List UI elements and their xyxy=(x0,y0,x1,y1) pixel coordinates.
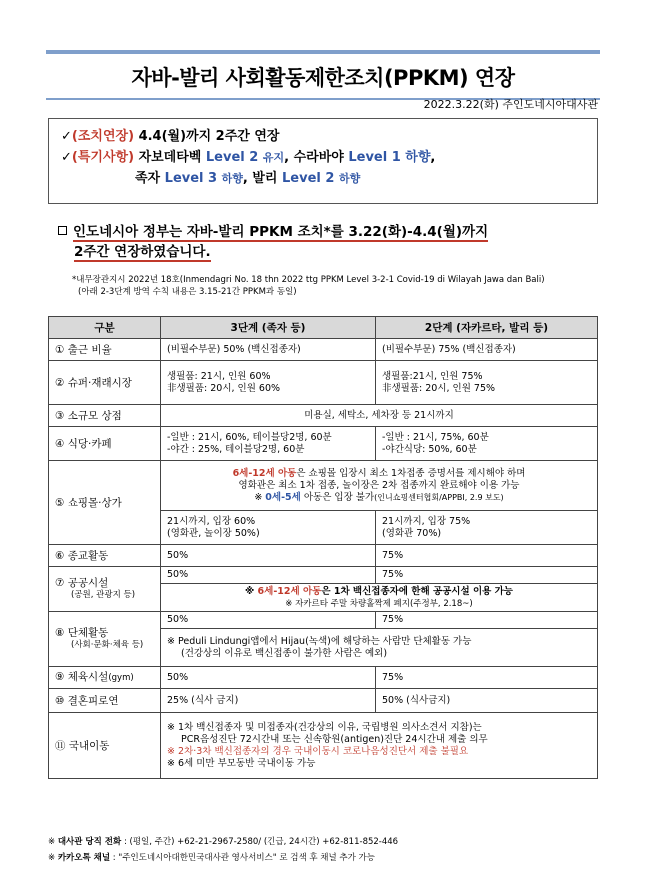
cell-line: 영화관은 최소 1차 접종, 놀이장은 2차 접종까지 완료해야 이용 가능 xyxy=(238,479,520,491)
table-row xyxy=(49,461,598,511)
cell-level3: 50% xyxy=(161,612,376,629)
header-category: 구분 xyxy=(49,317,161,339)
footnote xyxy=(72,274,612,298)
row-category: ③ 소규모 상점 xyxy=(49,405,161,427)
summary-level: Level 2 xyxy=(282,171,335,186)
cell-line: -야간 : 25%, 테이블당2명, 60분 xyxy=(167,443,305,455)
note-text: ※ xyxy=(254,491,266,503)
table-row xyxy=(49,667,598,689)
header-level3: 3단계 (족자 등) xyxy=(161,317,376,339)
table-row xyxy=(49,339,598,361)
highlight-text: 0세-5세 xyxy=(265,491,301,503)
page-title: 자바-발리 사회활동제한조치(PPKM) 연장 xyxy=(131,66,515,90)
summary-line-2: ✓(특기사항) 자보데타벡 Level 2 유지, 수라바야 Level 1 하향, xyxy=(61,150,436,165)
category-sub: (사회·문화·체육 등) xyxy=(71,640,144,650)
category-sub: (gym) xyxy=(108,673,134,683)
note-text: 아동은 입장 불가 xyxy=(300,491,375,503)
cell-line: ※ 1차 백신접종자 및 미접종자(건강상의 이유, 국립병원 의사소견서 지참)는 xyxy=(167,721,482,733)
cell-line: ※ 2차·3차 백신접종자의 경우 국내이동시 코로나음성진단서 제출 불필요 xyxy=(167,745,469,757)
cell-level2: 75% xyxy=(376,545,598,567)
summary-text: 족자 xyxy=(135,171,161,186)
summary-text: , xyxy=(430,150,436,165)
lead-line-1: 인도네시아 정부는 자바-발리 PPKM 조치*를 3.22(화)-4.4(월)까지 xyxy=(73,224,489,240)
cell-line: PCR음성진단 72시간내 또는 신속항원(antigen)진단 24시간내 제출 의무 xyxy=(181,733,488,745)
table-row xyxy=(49,405,598,427)
table-row xyxy=(49,361,598,405)
row-category: ② 슈퍼·재래시장 xyxy=(49,361,161,405)
summary-tag-special: (특기사항) xyxy=(71,150,135,165)
row-category xyxy=(49,612,161,667)
summary-level-change: 하향 xyxy=(338,172,361,185)
summary-text: 자보데타벡 xyxy=(138,150,202,165)
cell-line xyxy=(167,468,591,480)
note-text: ※ xyxy=(245,585,258,597)
cell-level3: 50% xyxy=(161,667,376,689)
cell-line: 생필품:21시, 인원 75% xyxy=(382,370,483,382)
summary-extension-text: 4.4(월)까지 2주간 연장 xyxy=(138,129,280,144)
summary-tag-extension: (조치연장) xyxy=(71,129,135,144)
cell-merged-note xyxy=(161,584,598,612)
row-category: ④ 식당·카페 xyxy=(49,427,161,461)
cell-merged-note xyxy=(161,713,598,779)
summary-level: Level 1 xyxy=(348,150,401,165)
summary-level-change: 하향 xyxy=(221,172,243,185)
cell-line: 생필품: 21시, 인원 60% xyxy=(167,370,271,382)
cell-line: 21시까지, 입장 60% xyxy=(167,515,256,527)
checkbox-bullet-icon xyxy=(58,226,67,235)
header-level2: 2단계 (자카르타, 발리 등) xyxy=(376,317,598,339)
footnote-line-2: (아래 2-3단계 방역 수칙 내용은 3.15-21간 PPKM과 동일) xyxy=(78,287,297,297)
row-category: ① 출근 비율 xyxy=(49,339,161,361)
row-category: ⑥ 종교활동 xyxy=(49,545,161,567)
measures-table xyxy=(48,316,598,779)
table-row xyxy=(49,545,598,567)
cell-level2 xyxy=(376,511,598,545)
cell-line: -야간식당: 50%, 60분 xyxy=(382,443,477,455)
row-category: ⑪ 국내이동 xyxy=(49,713,161,779)
footer-text: : (평일, 주간) +62-21-2967-2580/ (긴급, 24시간) +62-811-852-446 xyxy=(123,837,399,847)
cell-line: 21시까지, 입장 75% xyxy=(382,515,471,527)
category-sub: (공원, 관광지 등) xyxy=(71,590,136,600)
table-row xyxy=(49,689,598,713)
issue-date: 2022.3.22(화) 주인도네시아대사관 xyxy=(423,98,598,111)
cell-level3 xyxy=(161,361,376,405)
highlight-text: 6세-12세 아동 xyxy=(257,585,322,597)
summary-text: , 발리 xyxy=(242,171,278,186)
footer-phone: ※ 대사관 당직 전화 : (평일, 주간) +62-21-2967-2580/ (긴급, 24시간) +62-811-852-446 xyxy=(48,837,399,847)
lead-paragraph xyxy=(58,222,598,262)
table-row xyxy=(49,713,598,779)
table-row xyxy=(49,567,598,584)
summary-line-1: ✓(조치연장) 4.4(월)까지 2주간 연장 xyxy=(61,129,280,144)
table-header-row xyxy=(49,317,598,339)
cell-level2: 50% (식사금지) xyxy=(376,689,598,713)
category-label: ⑨ 체육시설 xyxy=(55,671,109,683)
summary-text: , 수라바야 xyxy=(284,150,344,165)
summary-level-change: 유지 xyxy=(262,151,285,164)
highlight-text: 6세-12세 아동 xyxy=(232,467,297,479)
row-category xyxy=(49,567,161,612)
footer-label: 대사관 당직 전화 xyxy=(57,837,122,847)
row-category: ⑩ 결혼피로연 xyxy=(49,689,161,713)
footer-text: : "주인도네시아대한민국대사관 영사서비스" 로 검색 후 채널 추가 가능 xyxy=(112,853,375,863)
cell-line: ※ 6세 미만 부모동반 국내이동 가능 xyxy=(167,757,316,769)
summary-box xyxy=(48,118,598,204)
lead-line-2: 2주간 연장하였습니다. xyxy=(74,244,211,260)
cell-merged: 미용실, 세탁소, 세차장 등 21시까지 xyxy=(161,405,598,427)
footer-label: 카카오톡 채널 xyxy=(57,853,111,863)
cell-line: (영화관 70%) xyxy=(382,527,442,539)
cell-level3 xyxy=(161,511,376,545)
cell-line: 非생필품: 20시, 인원 60% xyxy=(167,382,281,394)
category-label: ⑧ 단체활동 xyxy=(55,627,109,639)
footnote-line-1: *내무장관지시 2022년 18호(Inmendagri No. 18 thn 2022 ttg PPKM Level 3-2-1 Covid-19 di Wilayah Jawa dan Bali) xyxy=(72,275,545,285)
cell-line: (영화관, 놀이장 50%) xyxy=(167,527,260,539)
cell-level2: 75% xyxy=(376,567,598,584)
cell-merged-note xyxy=(161,461,598,511)
cell-line: 非생필품: 20시, 인원 75% xyxy=(382,382,496,394)
cell-line: -일반 : 21시, 60%, 테이블당2명, 60분 xyxy=(167,431,332,443)
cell-level2 xyxy=(376,427,598,461)
note-text: (인니쇼핑센터협회/APPBI, 2.9 보도) xyxy=(374,492,504,502)
cell-line: ※ Peduli Lindungi앱에서 Hijau(녹색)에 해당하는 사람만 단체활동 가능 xyxy=(167,635,472,647)
table-row xyxy=(49,612,598,629)
footer-kakao: ※ 카카오톡 채널 : "주인도네시아대한민국대사관 영사서비스" 로 검색 후 채널 추가 가능 xyxy=(48,853,375,863)
cell-line: -일반 : 21시, 75%, 60분 xyxy=(382,431,489,443)
cell-level3 xyxy=(161,427,376,461)
cell-line: ※ 자카르타 주말 차량홀짝제 폐지(주정부, 2.18~) xyxy=(285,598,473,609)
cell-level2: 75% xyxy=(376,612,598,629)
title-block xyxy=(46,50,600,100)
cell-level2: (비필수부문) 75% (백신접종자) xyxy=(376,339,598,361)
cell-level3: 50% xyxy=(161,567,376,584)
category-label: ⑦ 공공시설 xyxy=(55,577,109,589)
cell-line: (건강상의 이유로 백신접종이 불가한 사람은 예외) xyxy=(181,647,388,659)
cell-merged-note xyxy=(161,629,598,667)
cell-line xyxy=(167,586,591,598)
cell-line xyxy=(167,492,591,504)
note-text: 은 1차 백신접종자에 한해 공공시설 이용 가능 xyxy=(321,585,513,597)
summary-level-change: 하향 xyxy=(405,150,431,165)
cell-level3: (비필수부문) 50% (백신접종자) xyxy=(161,339,376,361)
row-category: ⑤ 쇼핑몰·상가 xyxy=(49,461,161,545)
table-row xyxy=(49,427,598,461)
summary-level: Level 2 xyxy=(205,150,259,165)
cell-level2 xyxy=(376,361,598,405)
footer xyxy=(48,834,398,866)
cell-level3: 25% (식사 금지) xyxy=(161,689,376,713)
row-category xyxy=(49,667,161,689)
summary-line-3 xyxy=(61,168,597,189)
summary-level: Level 3 xyxy=(164,171,218,186)
cell-level2: 75% xyxy=(376,667,598,689)
cell-level3: 50% xyxy=(161,545,376,567)
note-text: 은 쇼핑몰 입장시 최소 1차접종 증명서를 제시해야 하며 xyxy=(296,467,526,479)
